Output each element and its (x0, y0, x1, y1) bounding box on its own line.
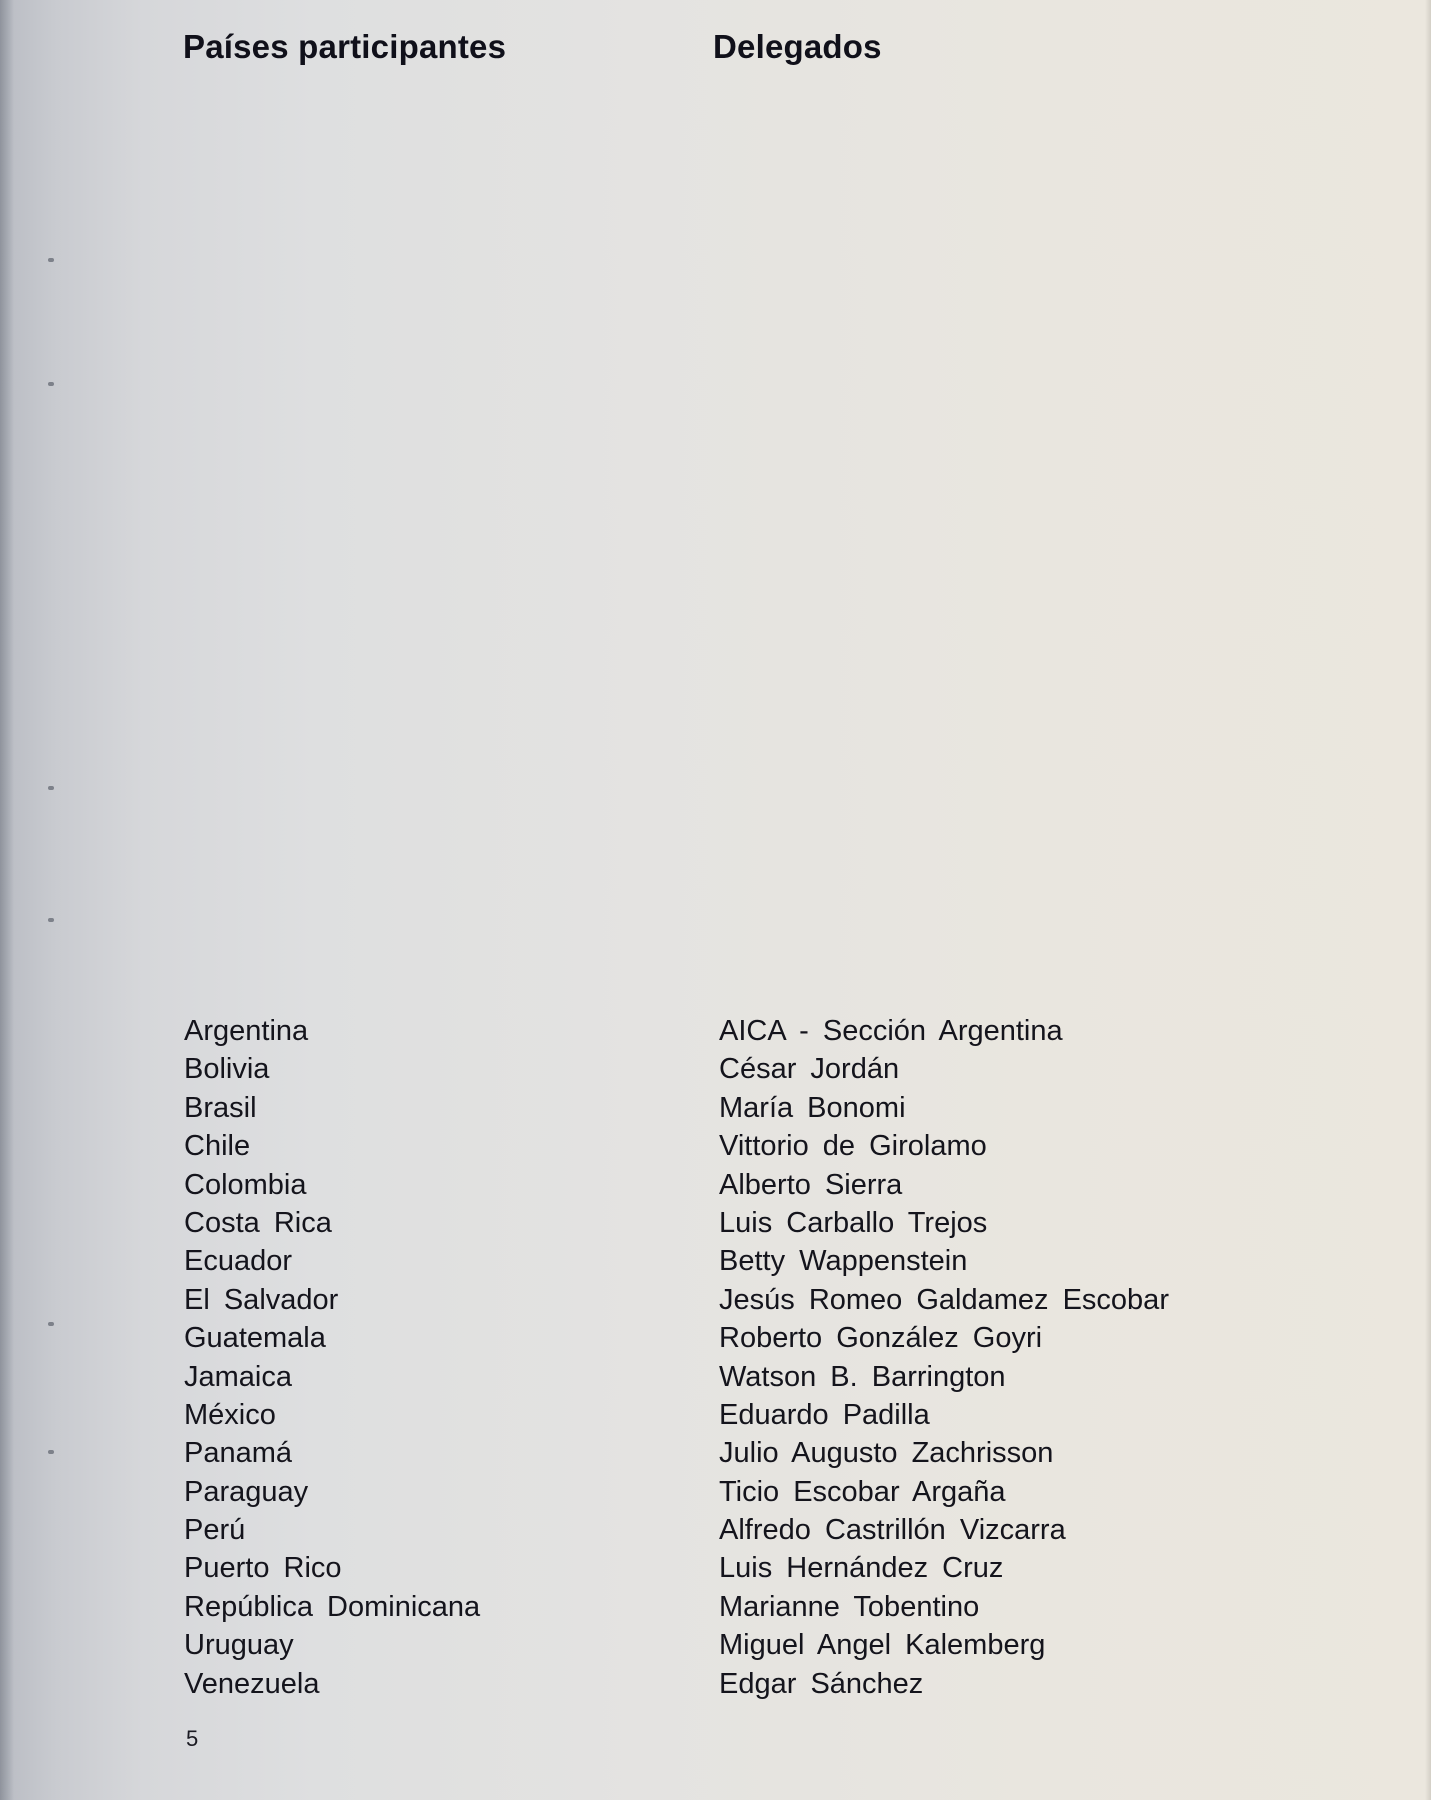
country-item: Chile (184, 1130, 251, 1163)
countries-heading: Países participantes (183, 28, 507, 65)
delegate-item: Marianne Tobentino (719, 1590, 980, 1623)
binding-stitch (48, 258, 54, 262)
delegate-item: Eduardo Padilla (719, 1398, 930, 1431)
country-item: Argentina (184, 1015, 309, 1047)
binding-edge (0, 0, 14, 1800)
delegate-item: Ticio Escobar Argaña (719, 1475, 1006, 1508)
country-item: Panamá (184, 1437, 293, 1470)
delegate-item: Luis Hernández Cruz (719, 1552, 1004, 1585)
country-item: Venezuela (184, 1667, 320, 1700)
delegate-item: César Jordán (719, 1053, 900, 1086)
country-item: Brasil (184, 1091, 257, 1124)
country-item: El Salvador (184, 1283, 339, 1316)
delegates-list (719, 1012, 1169, 1703)
binding-stitch (48, 786, 54, 790)
country-item: Uruguay (184, 1629, 294, 1662)
country-item: Puerto Rico (184, 1552, 342, 1585)
delegate-item: Watson B. Barrington (719, 1360, 1006, 1393)
delegate-item: Alberto Sierra (719, 1168, 903, 1201)
country-item: Paraguay (184, 1475, 309, 1508)
page-number: 5 (186, 1726, 199, 1751)
delegate-item: Alfredo Castrillón Vizcarra (719, 1514, 1066, 1547)
delegates-heading: Delegados (713, 28, 882, 65)
delegate-item: AICA - Sección Argentina (719, 1015, 1063, 1047)
countries-list (184, 1012, 480, 1703)
delegate-item: Jesús Romeo Galdamez Escobar (719, 1283, 1169, 1316)
delegate-item: Luis Carballo Trejos (719, 1206, 988, 1239)
country-item: Jamaica (184, 1360, 292, 1393)
binding-stitch (48, 382, 54, 386)
delegate-item: Julio Augusto Zachrisson (719, 1437, 1054, 1470)
country-item: Colombia (184, 1168, 307, 1201)
delegate-item: Miguel Angel Kalemberg (719, 1629, 1046, 1662)
binding-stitch (48, 1450, 54, 1454)
page-edge-shadow (1425, 0, 1431, 1800)
delegate-item: Roberto González Goyri (719, 1322, 1043, 1355)
binding-stitch (48, 918, 54, 922)
delegate-item: Betty Wappenstein (719, 1245, 968, 1278)
binding-stitch (48, 1322, 54, 1326)
country-item: República Dominicana (184, 1590, 481, 1623)
country-item: Bolivia (184, 1053, 270, 1086)
country-item: Guatemala (184, 1322, 326, 1355)
country-item: Ecuador (184, 1245, 293, 1278)
delegate-item: Edgar Sánchez (719, 1667, 924, 1700)
country-item: Perú (184, 1514, 246, 1547)
country-item: México (184, 1398, 276, 1431)
country-item: Costa Rica (184, 1206, 332, 1239)
delegate-item: Vittorio de Girolamo (719, 1130, 987, 1163)
delegate-item: María Bonomi (719, 1091, 906, 1124)
